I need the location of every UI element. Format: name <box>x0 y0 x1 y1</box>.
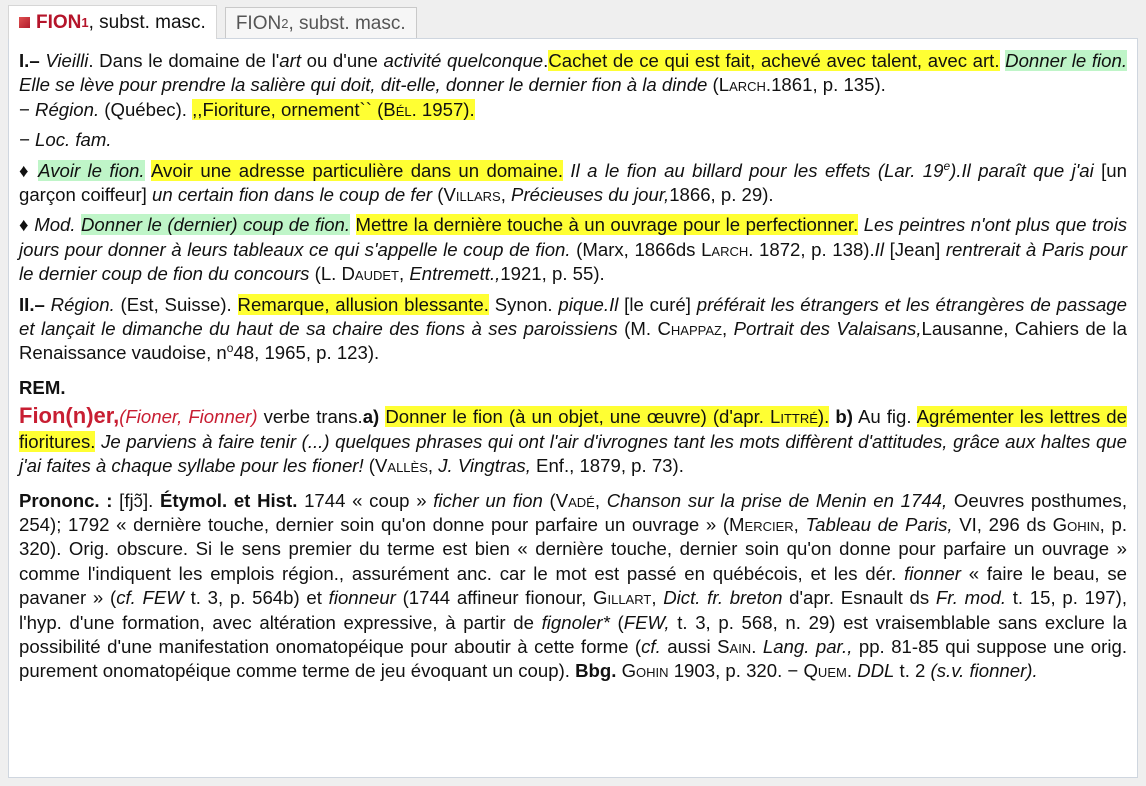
tab-pos: , subst. masc. <box>88 11 206 33</box>
text: , <box>721 318 734 340</box>
source-author: Vallès <box>375 455 428 477</box>
sense-2 <box>19 293 1127 366</box>
text: ). <box>950 159 962 181</box>
phrase: Donner le (dernier) coup de fion. <box>81 214 351 236</box>
text: ou d'une <box>300 50 384 71</box>
text: Donner le fion (à un objet, une œuvre) (d'apr. <box>385 406 771 428</box>
subsense-marker: b) <box>835 406 853 428</box>
bracket-note: [Jean] <box>889 238 941 260</box>
bracket-note: [le curé] <box>624 293 691 315</box>
usage-label: Région. <box>35 98 100 120</box>
definition <box>192 99 475 120</box>
usage-label: Vieilli <box>45 50 89 71</box>
active-tab-square-icon <box>19 17 30 28</box>
definition: Agrémenter les lettres de fioritures. <box>19 406 1127 452</box>
text: fionner <box>904 562 961 584</box>
text: , <box>399 263 410 285</box>
source-ref: 1872, p. 138). <box>753 238 875 260</box>
sense-number: I.– <box>19 50 46 71</box>
source-title: Chanson sur la prise de Menin en 1744, <box>606 489 948 511</box>
pronunciation-label: Prononc. : <box>19 489 113 511</box>
remark-title: REM. <box>19 376 66 398</box>
text: , <box>793 513 806 535</box>
source-author: Chappaz <box>657 318 722 340</box>
text: , <box>500 184 512 206</box>
source-ref: 1861, p. 135). <box>771 74 886 96</box>
source-ref: Lausanne, Cahiers de la Renaissance vaudoise, n <box>19 318 1127 364</box>
etymology <box>19 489 1127 684</box>
text: ( <box>609 611 624 633</box>
text: ficher un fion <box>433 489 543 511</box>
tab-fion-1[interactable] <box>8 5 217 39</box>
usage-label: Au fig. <box>852 406 917 428</box>
source-author: Larch. <box>701 238 754 260</box>
source-author: Gohin <box>1052 513 1100 535</box>
source-author: Gillart <box>593 587 652 609</box>
phrase: Avoir le fion. <box>38 159 145 181</box>
superscript: o <box>226 341 234 356</box>
bracket-note: [un garçon coiffeur] <box>19 159 1127 206</box>
text: t. 2 <box>894 660 931 682</box>
derived-headword: Fion(n)er, <box>19 403 120 429</box>
text: . <box>543 50 549 71</box>
text: (Est, Suisse). <box>114 293 238 315</box>
remark-fionner <box>19 404 1127 478</box>
text: , <box>427 455 439 477</box>
example: préférait les étrangers et les étrangères de passage et lançait le dimanche du haut de sa chaire des fions à ses paroissiens <box>19 293 1127 340</box>
sense-1 <box>19 49 1127 122</box>
pronunciation: [fjɔ̃]. <box>112 489 160 511</box>
definition: Mettre la dernière touche à un ouvrage pour le perfectionner. <box>355 214 859 236</box>
tab-pos: , subst. masc. <box>288 12 406 34</box>
text: (M. <box>617 318 658 340</box>
entry-content <box>8 38 1138 778</box>
text: t. 15, p. 197), l'hyp. d'une formation, avec altération expressive, à partir de <box>19 587 1127 633</box>
example: rentrerait à Paris pour le dernier coup de fion du concours <box>19 238 1128 285</box>
source-title: Dict. fr. breton <box>663 587 783 609</box>
text: aussi <box>660 635 718 657</box>
definition <box>385 406 829 427</box>
source-ref: 48, 1965, p. 123). <box>233 342 380 364</box>
synonym-label: Synon. <box>488 293 559 315</box>
bibliography-label: Bbg. <box>575 660 617 682</box>
source-author: Sain. <box>717 635 757 657</box>
subsense-marker: a) <box>362 406 380 428</box>
source-author: Mercier <box>729 513 794 535</box>
text: t. 3, p. 564b) et <box>183 587 329 609</box>
text: 1957). <box>416 98 475 120</box>
text: ( <box>363 455 375 477</box>
domain-word: art <box>279 50 301 71</box>
domain-word: activité quelconque <box>383 50 544 71</box>
text: 1903, p. 320. − <box>668 660 804 682</box>
text: (Marx, 1866ds <box>570 238 702 260</box>
text: « faire le beau, se pavaner » ( <box>19 562 1127 609</box>
definition: Cachet de ce qui est fait, achevé avec talent, avec art. <box>548 50 1000 71</box>
superscript: e <box>943 158 951 173</box>
source-title: J. Vingtras, <box>438 455 531 477</box>
usage-label: − Loc. fam. <box>19 129 112 151</box>
text: ( <box>707 74 719 96</box>
example: Il <box>874 238 890 260</box>
definition: Avoir une adresse particulière dans un domaine. <box>150 159 563 181</box>
usage-label: Région. <box>50 293 115 315</box>
text: . Dans le domaine de l' <box>88 50 280 71</box>
text: VI, 296 ds <box>952 513 1053 535</box>
example: Les peintres n'ont plus que trois jours pour donner à leurs tableaux ce qui s'appelle le coup de fion. <box>19 214 1128 260</box>
definition: Remarque, allusion blessante. <box>237 293 489 315</box>
tab-headword: FION <box>36 11 82 33</box>
usage-label: Mod. <box>34 214 76 236</box>
cross-reference-link[interactable]: fignoler* <box>541 611 610 633</box>
source-title: Précieuses du jour, <box>511 184 670 206</box>
text: (L. <box>309 263 342 285</box>
example: un certain fion dans le coup de fer <box>146 184 433 206</box>
text: (Québec). <box>99 98 193 120</box>
etymology-label: Étymol. et Hist. <box>159 489 298 511</box>
text: , p. 320). Orig. obscure. Si le sens premier du terme est bien « dernière touche, dernier soin qu'on donne pour parfaire un ouvrage » comme l'indiquent les emplois région., assurément anc. car le mot est passé en québécois, et les dér. <box>19 513 1127 584</box>
tab-fion-2[interactable] <box>225 7 417 39</box>
source-ref: 1866, p. 29). <box>669 184 774 206</box>
source-title: FEW, <box>623 611 670 633</box>
text: pp. 81-85 qui suppose une orig. purement onomatopéique comme terme de jeu évoquant un coup). <box>19 635 1127 682</box>
text: t. 3, p. 568, n. 29) est vraisemblable sans exclure la possibilité d'une manifestation onomatopéique pour aboutir à cette forme ( <box>19 611 1127 657</box>
example: Il a le fion au billard pour les effets (Lar. 19 <box>563 159 944 181</box>
subsense-avoir-le-fion <box>19 159 1127 208</box>
source-author: Littré <box>770 406 818 428</box>
source-title: Tableau de Paris, <box>805 513 953 535</box>
source-title: Fr. mod. <box>935 587 1007 609</box>
text: cf. FEW <box>116 587 184 609</box>
text: , <box>651 587 664 609</box>
source-author: Daudet <box>341 263 399 285</box>
text: (s.v. fionner). <box>930 660 1038 682</box>
text: cf. <box>641 635 661 657</box>
tab-homonym-number: 1 <box>81 15 89 30</box>
source-author: Gohin <box>621 660 669 682</box>
text: fionneur <box>328 587 396 609</box>
text: 1744 « coup » <box>297 489 434 511</box>
text: , <box>594 489 607 511</box>
part-of-speech: verbe trans. <box>257 406 363 428</box>
source-title: Portrait des Valaisans, <box>733 318 922 340</box>
source-title: Entremett., <box>409 263 501 285</box>
source-author: Larch. <box>718 74 772 96</box>
text: d'apr. Esnault ds <box>782 587 936 609</box>
text: ( <box>542 489 556 511</box>
phrase: Donner le fion. <box>1005 50 1128 71</box>
source-ref: 1921, p. 55). <box>500 263 605 285</box>
source-author: Bél. <box>383 98 417 120</box>
tab-headword: FION <box>235 12 282 34</box>
variant-forms: (Fioner, Fionner) <box>119 406 258 428</box>
source-author: Villars <box>443 184 501 206</box>
text: ( <box>432 184 444 206</box>
entry-tabs <box>8 5 425 39</box>
source-author: Quem. <box>803 660 852 682</box>
source-title: DDL <box>857 660 895 682</box>
example: Il paraît que j'ai <box>961 159 1102 181</box>
loc-fam <box>19 128 1127 152</box>
text: ). <box>817 406 830 428</box>
synonym: pique. <box>558 293 610 315</box>
source-author: Vadé <box>555 489 595 511</box>
example: Elle se lève pour prendre la salière qui doit, dit-elle, donner le dernier fion à la dinde <box>19 74 708 96</box>
dash: − <box>19 98 36 120</box>
text: Oeuvres posthumes, 254); 1792 « dernière touche, dernier soin qu'on donne pour parfaire un ouvrage » ( <box>19 489 1127 535</box>
tab-homonym-number: 2 <box>281 16 289 31</box>
diamond-bullet-icon: ♦ <box>19 214 35 236</box>
diamond-bullet-icon: ♦ <box>19 159 39 181</box>
example: Il <box>609 293 625 315</box>
sense-number: II.– <box>19 293 51 315</box>
text: ,,Fioriture, ornement`` ( <box>192 98 384 120</box>
example: Je parviens à faire tenir (...) quelques phrases qui ont l'air d'ivrognes tant les mots diffèrent d'attitudes, grâce aux haltes que j'ai faites à chaque syllabe pour les fioner! <box>19 430 1127 477</box>
subsense-coup-de-fion <box>19 213 1127 286</box>
text: (1744 affineur fionour, <box>395 587 594 609</box>
source-title: Lang. par., <box>762 635 853 657</box>
source-ref: Enf., 1879, p. 73). <box>530 455 684 477</box>
